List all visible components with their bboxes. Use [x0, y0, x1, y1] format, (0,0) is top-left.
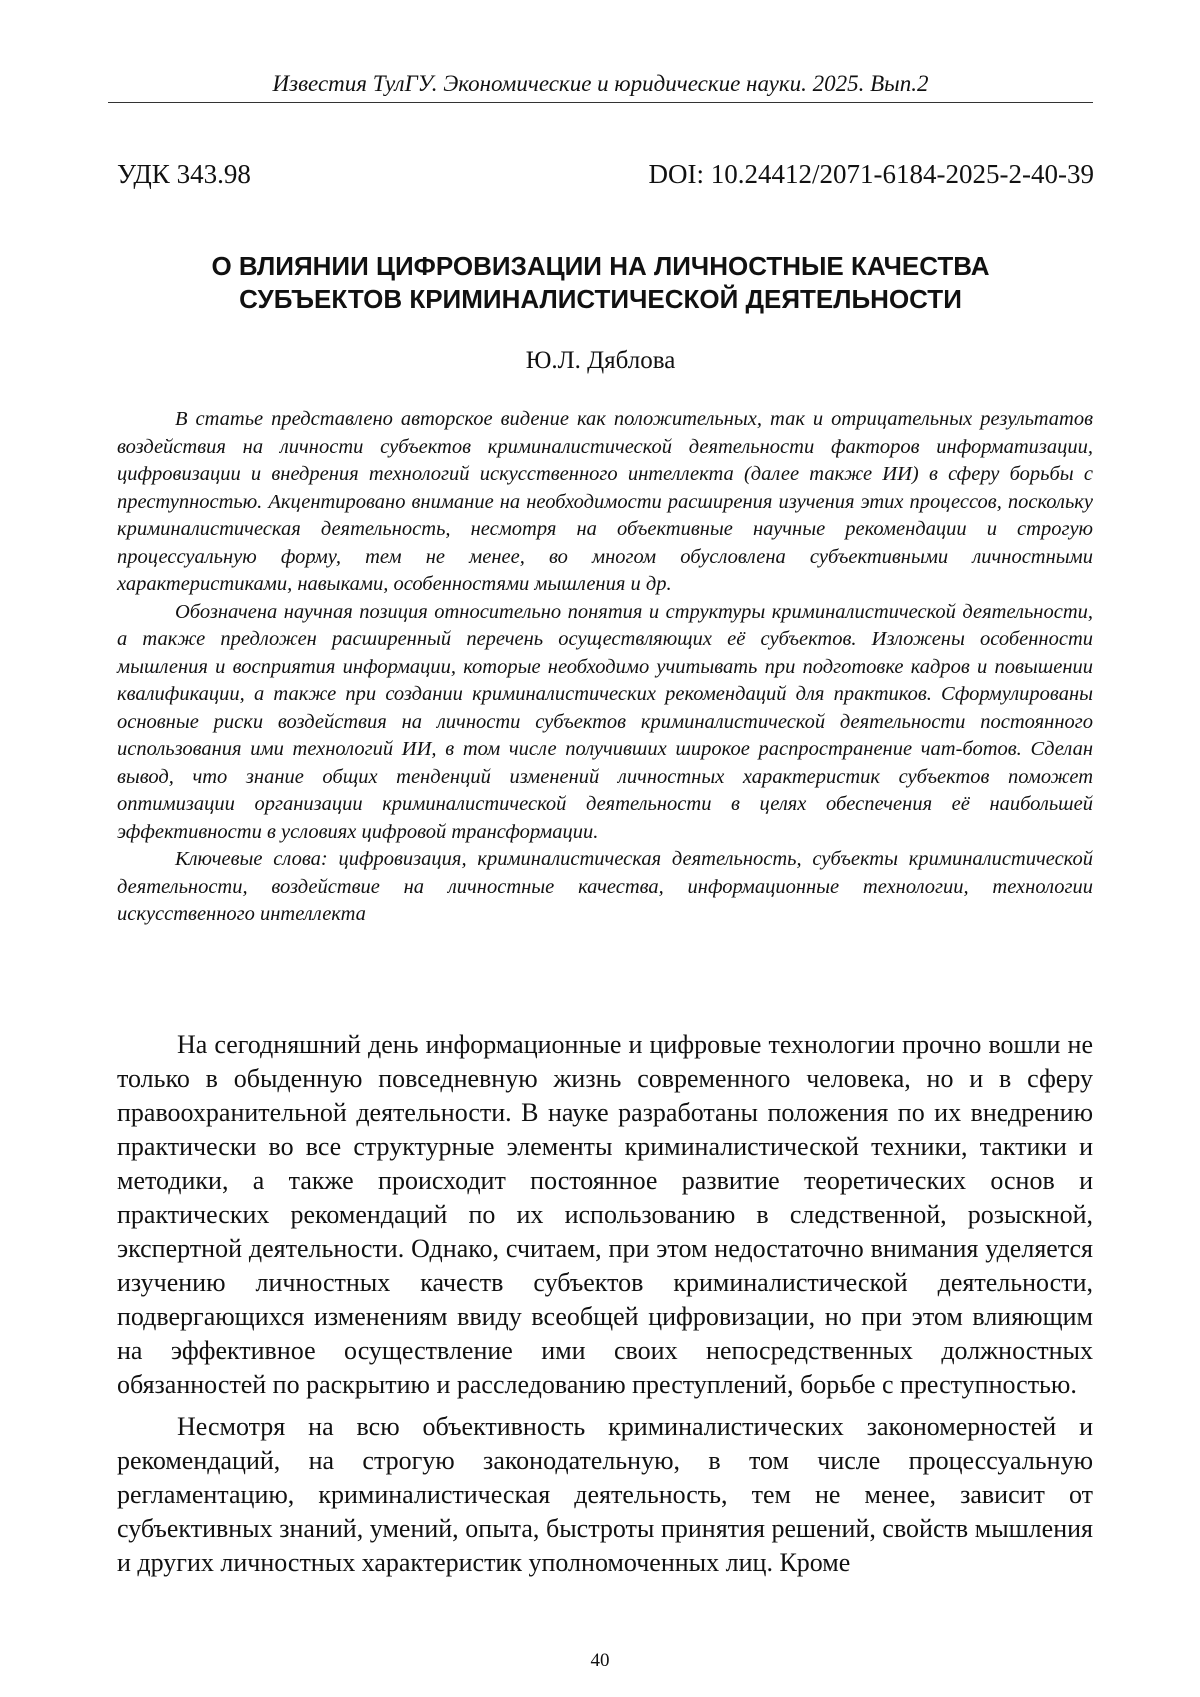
body-paragraph: На сегодняшний день информационные и цифровые технологии прочно вошли не только в обыденную повседневную жизнь современного человека, но и в сферу правоохранительной деятельности. В науке разработаны положения по их внедрению практически во все структурные элементы криминалистической техники, тактики и методики, а также происходит постоянное развитие теоретических основ и практических рекомендаций по их использованию в следственной, розыскной, экспертной деятельности. Однако, считаем, при этом недостаточно внимания уделяется изучению личностных качеств субъектов криминалистической деятельности, подвергающихся изменениям ввиду всеобщей цифровизации, но при этом влияющим на эффективное осуществление ими своих непосредственных должностных обязанностей по раскрытию и расследованию преступлений, борьбе с преступностью. [117, 1030, 1093, 1399]
header-rule [108, 102, 1093, 103]
abstract-paragraph: Обозначена научная позиция относительно понятия и структуры криминалистической деятельности, а также предложен расширенный перечень осуществляющих её субъектов. Изложены особенности мышления и восприятия информации, которые необходимо учитывать при подготовке кадров и повышении квалификации, а также при создании криминалистических рекомендаций для практиков. Сформулированы основные риски воздействия на личности субъектов криминалистической деятельности постоянного использования ими технологий ИИ, в том числе получивших широкое распространение чат-ботов. Сделан вывод, что знание общих тенденций изменений личностных характеристик субъектов поможет оптимизации организации криминалистической деятельности в целях обеспечения её наибольшей эффективности в условиях цифровой трансформации. [117, 600, 1093, 843]
article-title-line: О ВЛИЯНИИ ЦИФРОВИЗАЦИИ НА ЛИЧНОСТНЫЕ КАЧЕСТВА [211, 251, 990, 281]
body-paragraph: Несмотря на всю объективность криминалистических закономерностей и рекомендаций, на строгую законодательную, в том числе процессуальную регламентацию, криминалистическая деятельность, тем не менее, зависит от субъективных знаний, умений, опыта, быстроты принятия решений, свойств мышления и других личностных характеристик уполномоченных лиц. Кроме [117, 1412, 1093, 1577]
abstract-paragraph: В статье представлено авторское видение как положительных, так и отрицательных результатов воздействия на личности субъектов криминалистической деятельности факторов информатизации, цифровизации и внедрения технологий искусственного интеллекта (далее также ИИ) в сферу борьбы с преступностью. Акцентировано внимание на необходимости расширения изучения этих процессов, поскольку криминалистическая деятельность, несмотря на объективные научные рекомендации и строгую процессуальную форму, тем не менее, во многом обусловлена субъективными личностными характеристиками, навыками, особенностями мышления и др. [117, 408, 1093, 595]
body-text [117, 1028, 1093, 1580]
abstract [117, 406, 1093, 929]
page-number: 40 [590, 1650, 610, 1671]
article-title [108, 250, 1093, 316]
doi: DOI: 10.24412/2071-6184-2025-2-40-39 [648, 159, 1094, 189]
keywords: Ключевые слова: цифровизация, криминалистическая деятельность, субъекты криминалистической деятельности, воздействие на личностные качества, информационные технологии, технологии искусственного интеллекта [117, 848, 1093, 925]
article-title-line: СУБЪЕКТОВ КРИМИНАЛИСТИЧЕСКОЙ ДЕЯТЕЛЬНОСТИ [239, 284, 962, 314]
running-head: Известия ТулГУ. Экономические и юридические науки. 2025. Вып.2 [272, 71, 929, 96]
author-name: Ю.Л. Дяблова [525, 347, 676, 374]
udk-code: УДК 343.98 [117, 159, 251, 189]
